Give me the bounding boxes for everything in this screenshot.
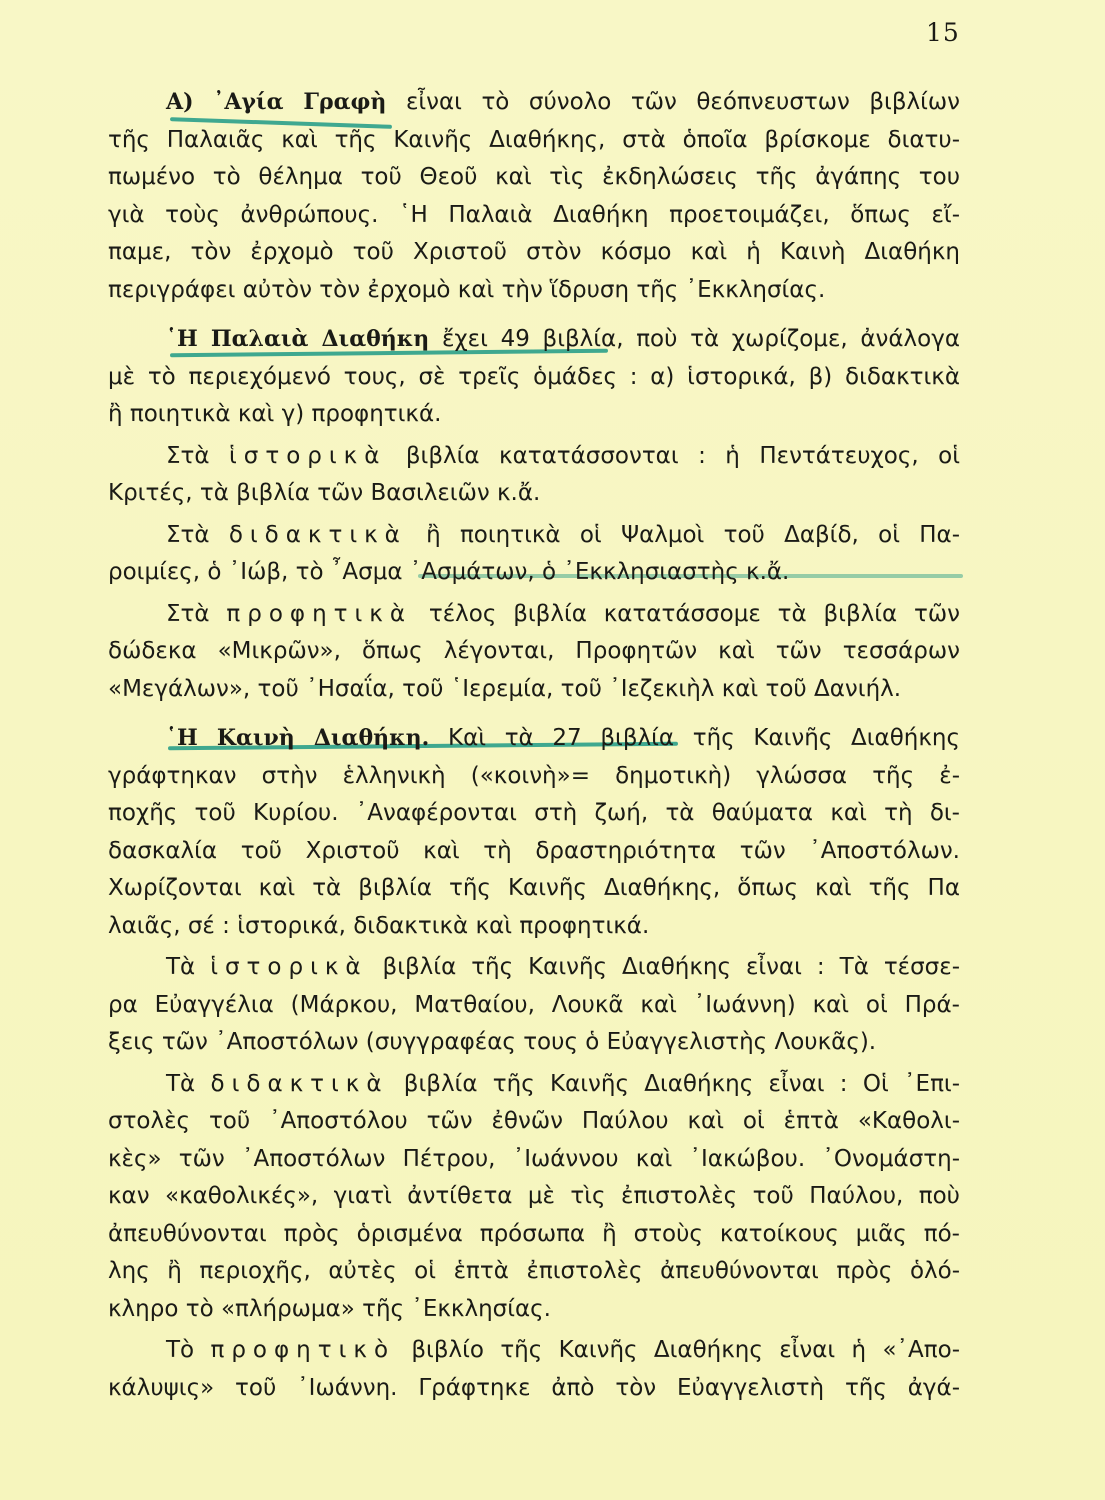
paragraph-didactic-nt: Τὰ διδακτικὰ βιβλία τῆς Καινῆς Διαθήκης εἶναι : Οἱ ᾿Επι- στολὲς τοῦ ᾿Αποστόλου τῶν ἐθνῶν Παύλου καὶ οἱ ἑπτὰ «Καθολι- κὲς» τῶν ᾿Αποστόλων Πέτρου, ᾿Ιωάννου καὶ ᾿Ιακώβου. ᾿Ονομάστη- καν «καθολικές», γιατὶ ἀντίθετα μὲ τὶς ἐπιστολὲς τοῦ Παύλου, ποὺ ἀπευθύνονται πρὸς ὁρισμένα πρόσωπα ἢ στοὺς κατοίκους μιᾶς πό- λης ἢ περιοχῆς, αὐτὲς οἱ ἑπτὰ ἐπιστολὲς ἀπευθύνονται πρὸς ὁλό- κληρο τὸ «πλήρωμα» τῆς ᾿Εκκλησίας. (108, 1070, 960, 1322)
heading-holy-scripture: Α) ᾿Αγία Γραφὴ (166, 89, 387, 115)
heading-new-testament: ῾Η Καινὴ Διαθήκη. (166, 725, 430, 751)
paragraph-historical-ot: Στὰ ἱστορικὰ βιβλία κατατάσσονται : ἡ Πεντάτευχος, οἱ Κριτές, τὰ βιβλία τῶν Βασιλειῶν κ.ἄ. (108, 442, 960, 506)
main-text (108, 84, 960, 1407)
heading-old-testament: ῾Η Παλαιὰ Διαθήκη (166, 326, 430, 352)
paragraph-prophetic-ot: Στὰ προφητικὰ τέλος βιβλία κατατάσσομε τὰ βιβλία τῶν δώδεκα «Μικρῶν», ὅπως λέγονται, Προφητῶν καὶ τῶν τεσσάρων «Μεγάλων», τοῦ ᾿Ησαΐα, τοῦ ῾Ιερεμία, τοῦ ᾿Ιεζεκιὴλ καὶ τοῦ Δανιήλ. (108, 600, 960, 702)
paragraph-didactic-ot: Στὰ διδακτικὰ ἢ ποιητικὰ οἱ Ψαλμοὶ τοῦ Δαβίδ, οἱ Πα- ροιμίες, ὁ ᾿Ιώβ, τὸ ῏Ασμα ᾿Ασμάτων, ὁ ᾿Εκκλησιαστὴς κ.ἄ. (108, 521, 961, 585)
paragraph-new-testament: ῾Η Καινὴ Διαθήκη. Καὶ τὰ 27 βιβλία τῆς Καινῆς Διαθήκης γράφτηκαν στὴν ἑλληνικὴ («κοινὴ»= δημοτικὴ) γλώσσα τῆς ἐ- ποχῆς τοῦ Κυρίου. ᾿Αναφέρονται στὴ ζωή, τὰ θαύματα καὶ τὴ δι- δασκαλία τοῦ Χριστοῦ καὶ τὴ δραστηριότητα τῶν ᾿Αποστόλων. Χωρίζονται καὶ τὰ βιβλία τῆς Καινῆς Διαθήκης, ὅπως καὶ τῆς Πα λαιᾶς, σέ : ἱστορικά, διδακτικὰ καὶ προφητικά. (108, 725, 960, 939)
paragraph-holy-scripture: Α) ᾿Αγία Γραφὴ εἶναι τὸ σύνολο τῶν θεόπνευστων βιβλίων τῆς Παλαιᾶς καὶ τῆς Καινῆς Διαθήκης, στὰ ὁποῖα βρίσκομε διατυ- πωμένο τὸ θέλημα τοῦ Θεοῦ καὶ τὶς ἐκδηλώσεις τῆς ἀγάπης του γιὰ τοὺς ἀνθρώπους. ῾Η Παλαιὰ Διαθήκη προετοιμάζει, ὅπως εἴ- παμε, τὸν ἐρχομὸ τοῦ Χριστοῦ στὸν κόσμο καὶ ἡ Καινὴ Διαθήκη περιγράφει αὐτὸν τὸν ἐρχομὸ καὶ τὴν ἵδρυση τῆς ᾿Εκκλησίας. (108, 89, 961, 303)
paragraph-historical-nt: Τὰ ἱστορικὰ βιβλία τῆς Καινῆς Διαθήκης εἶναι : Τὰ τέσσε- ρα Εὐαγγέλια (Μάρκου, Ματθαίου, Λουκᾶ καὶ ᾿Ιωάννη) καὶ οἱ Πρά- ξεις τῶν ᾿Αποστόλων (συγγραφέας τους ὁ Εὐαγγελιστὴς Λουκᾶς). (108, 954, 960, 1055)
paragraph-old-testament: ῾Η Παλαιὰ Διαθήκη ἔχει 49 βιβλία, ποὺ τὰ χωρίζομε, ἀνάλογα μὲ τὸ περιεχόμενό τους, σὲ τρεῖς ὁμάδες : α) ἱστορικά, β) διδακτικὰ ἢ ποιητικὰ καὶ γ) προφητικά. (108, 326, 960, 427)
page-number: 15 (926, 18, 960, 47)
paragraph-prophetic-nt: Τὸ προφητικὸ βιβλίο τῆς Καινῆς Διαθήκης εἶναι ἡ «᾿Απο- κάλυψις» τοῦ ᾿Ιωάννη. Γράφτηκε ἀπὸ τὸν Εὐαγγελιστὴ τῆς ἀγά- (108, 1337, 960, 1401)
